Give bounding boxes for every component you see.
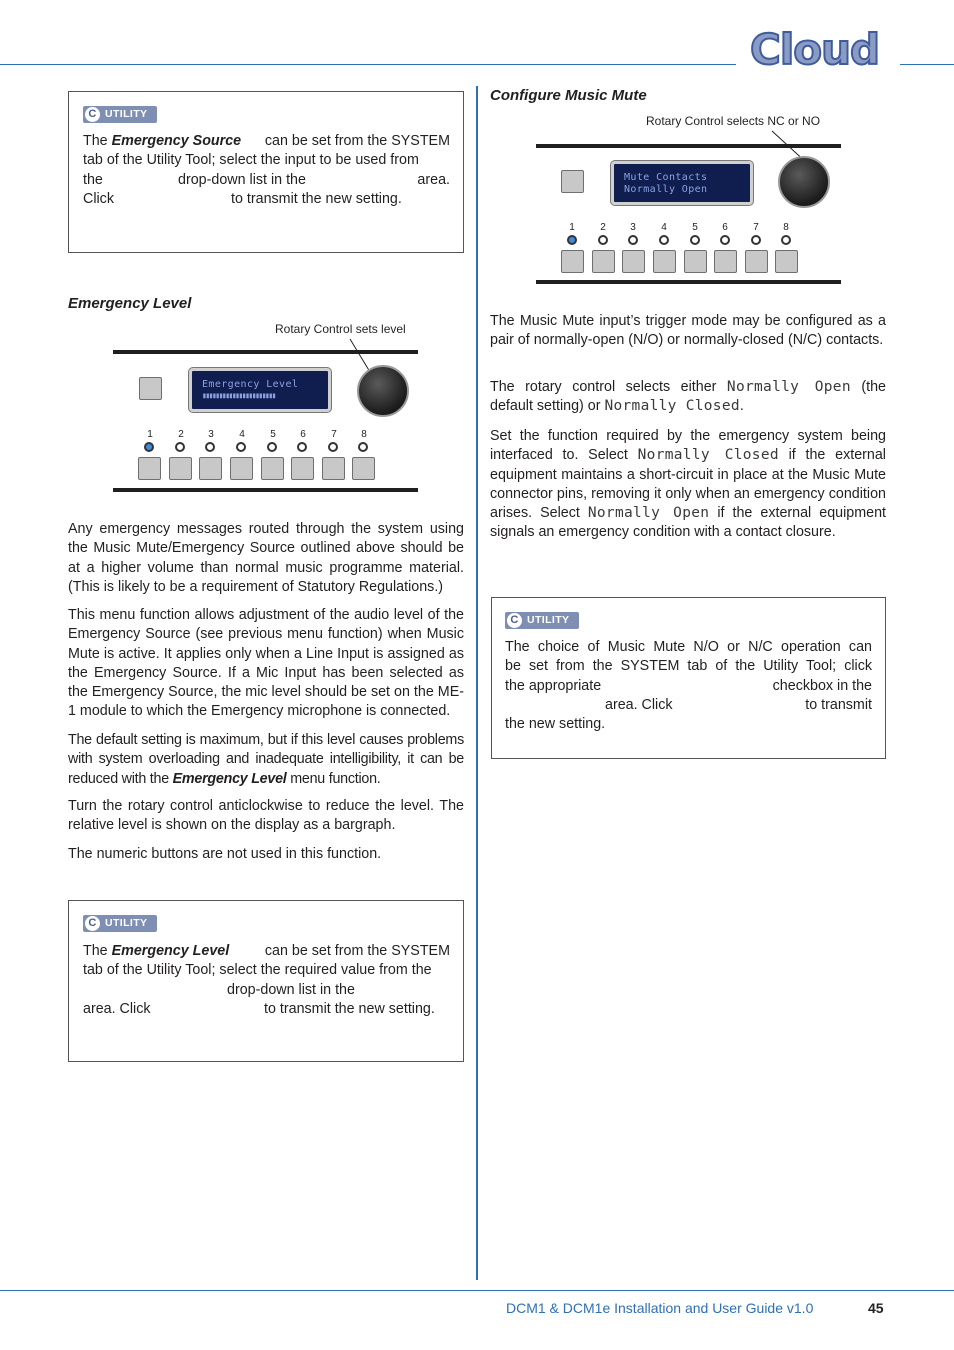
rotary-control-knob[interactable] [778,156,830,208]
lcd-display [189,368,331,412]
svg-text:Cloud: Cloud [750,26,880,72]
led-7 [328,442,338,452]
numeric-button-6[interactable] [291,457,314,480]
page-number: 45 [868,1300,884,1316]
led-3 [205,442,215,452]
para-default-setting: The default setting is maximum, but if this level causes problems with system overloading and inadequate intelligibility, it can be reduced with the Emergency Level menu function. [68,732,464,787]
led-1 [144,442,154,452]
led-1 [567,235,577,245]
emergency-level-heading: Emergency Level [68,295,192,312]
footer-title: DCM1 & DCM1e Installation and User Guide v1.0 [506,1300,814,1316]
numeric-button-5[interactable] [684,250,707,273]
para-set-function: Set the function required by the emergency system being interfaced to. Select Normally Closed if the external equipment maintains a short-circuit in place at the Music Mute connector pins, removing it only when an emergency condition arises. Select Normally Open if the external equipment signals an emergency condition with a contact closure. [490,428,887,541]
panel-select-button[interactable] [139,377,162,400]
rotary-control-knob[interactable] [357,365,409,417]
led-4 [236,442,246,452]
numeric-button-2[interactable] [592,250,615,273]
utility-icon: C [507,613,522,628]
utility-badge: C UTILITY [505,612,579,629]
lcd-line-1: Mute Contacts [624,172,708,183]
utility-icon: C [85,916,100,931]
utility-box-emergency-level [68,900,464,1062]
led-7 [751,235,761,245]
numeric-button-5[interactable] [261,457,284,480]
panel-top-bar [536,144,841,148]
utility-badge: C UTILITY [83,915,157,932]
panel-top-bar [113,350,418,354]
led-6 [297,442,307,452]
column-divider [476,86,478,1280]
numeric-button-2[interactable] [169,457,192,480]
para-trigger-mode: The Music Mute input’s trigger mode may be configured as a pair of normally-open (N/O) or normally-closed (N/C) contacts. [490,313,886,349]
cloud-logo [748,26,888,72]
para-numeric-buttons: The numeric buttons are not used in this function. [68,846,382,862]
numeric-button-1[interactable] [138,457,161,480]
led-5 [267,442,277,452]
utility-text: The Emergency Source can be set from the SYSTEM tab of the Utility Tool; select the input to be used from the drop-down list in the area. Click to transmit the new setting. [83,133,450,207]
utility-box-emergency-source [68,91,464,253]
numeric-button-4[interactable] [230,457,253,480]
led-2 [598,235,608,245]
lcd-line-2: Normally Open [624,184,708,195]
panel-bottom-bar [113,488,418,492]
rotary-callout-left: Rotary Control sets level [275,322,406,336]
device-panel-music-mute: Mute Contacts Normally Open 1 2 3 4 5 6 7 8 [536,144,842,288]
led-4 [659,235,669,245]
footer-rule [0,1290,954,1291]
utility-badge: C UTILITY [83,106,157,123]
lcd-line-1: Emergency Level [202,379,299,390]
header-rule-right [900,64,954,65]
utility-icon: C [85,107,100,122]
para-emergency-messages: Any emergency messages routed through the system using the Music Mute/Emergency Source outlined above should be at a higher volume than normal music programme material. (This is likely to be a requirement of Statutory Regulations.) [68,521,464,595]
led-2 [175,442,185,452]
header-rule-left [0,64,736,65]
lcd-display [611,161,753,205]
led-8 [781,235,791,245]
rotary-callout-right: Rotary Control selects NC or NO [646,114,821,128]
numeric-button-4[interactable] [653,250,676,273]
para-menu-function: This menu function allows adjustment of the audio level of the Emergency Source (see previous menu function) when Music Mute is active. It applies only when a Line Input is assigned as the Emergency Source. If a Mic Input has been selected as the Emergency Source, the mic level should be set on the ME-1 module to which the Emergency microphone is connected. [68,607,464,720]
lcd-bargraph: ▮▮▮▮▮▮▮▮▮▮▮▮▮▮▮▮▮▮▮▮▮▮ [202,391,275,400]
panel-select-button[interactable] [561,170,584,193]
para-rotary-selects: The rotary control selects either Normally Open (the default setting) or Normally Closed. [490,379,887,415]
led-5 [690,235,700,245]
configure-music-mute-heading: Configure Music Mute [490,87,647,104]
utility-text: The choice of Music Mute N/O or N/C operation can be set from the SYSTEM tab of the Utility Tool; click the appropriate checkbox in the area. Click to transmit the new setting. [505,639,872,733]
numeric-button-7[interactable] [745,250,768,273]
led-3 [628,235,638,245]
led-8 [358,442,368,452]
numeric-button-1[interactable] [561,250,584,273]
numeric-button-7[interactable] [322,457,345,480]
numeric-button-3[interactable] [199,457,222,480]
para-turn-rotary: Turn the rotary control anticlockwise to reduce the level. The relative level is shown on the display as a bargraph. [68,798,464,834]
utility-box-music-mute [491,597,886,759]
numeric-button-8[interactable] [352,457,375,480]
numeric-button-8[interactable] [775,250,798,273]
utility-text: The Emergency Level can be set from the SYSTEM tab of the Utility Tool; select the required value from the drop-down list in the area. Click to transmit the new setting. [83,943,450,1017]
numeric-button-6[interactable] [714,250,737,273]
numeric-button-3[interactable] [622,250,645,273]
device-panel-emergency-level: Emergency Level ▮▮▮▮▮▮▮▮▮▮▮▮▮▮▮▮▮▮▮▮▮▮ 1 2 3 4 5 6 7 8 [113,350,419,494]
panel-bottom-bar [536,280,841,284]
led-6 [720,235,730,245]
